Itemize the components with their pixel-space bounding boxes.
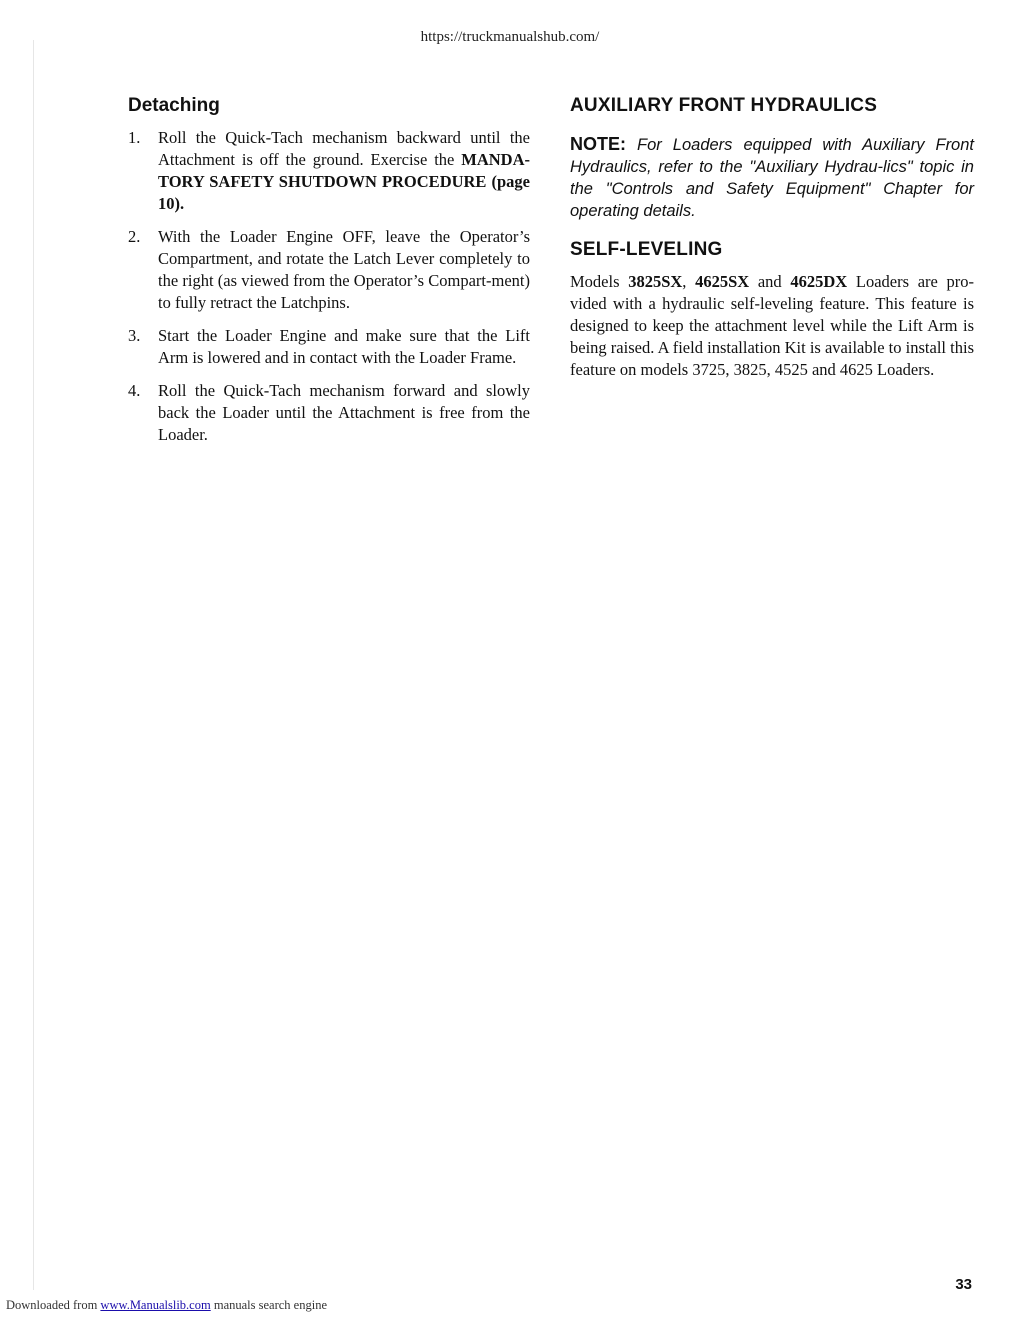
list-item — [128, 325, 530, 369]
model-4625dx: 4625DX — [790, 271, 848, 291]
self-leveling-paragraph — [570, 271, 974, 381]
detaching-heading: Detaching — [128, 95, 220, 116]
step-text: Start the Loader Engine and make sure that the Lift Arm is lowered and in contact with the Loader Frame. — [158, 326, 530, 367]
aux-note — [570, 133, 974, 222]
detaching-steps-list — [128, 127, 530, 446]
model-4625sx: 4625SX — [695, 271, 750, 291]
step-1-text: Roll the Quick-Tach mechanism backward until the Attachment is off the ground. Exercise the — [158, 128, 530, 169]
footer-suffix: manuals search engine — [210, 1298, 327, 1312]
note-text: For Loaders equipped with Auxiliary Front Hydraulics, refer to the "Auxiliary Hydrau-lics" topic in the "Controls and Safety Equipment" Chapter for operating details. — [570, 136, 974, 220]
step-text: Roll the Quick-Tach mechanism forward and slowly back the Loader until the Attachment is free from the Loader. — [158, 381, 530, 444]
step-number: 2. — [128, 227, 141, 246]
aux-hydraulics-heading: AUXILIARY FRONT HYDRAULICS — [570, 95, 878, 116]
footer-prefix: Downloaded from — [6, 1298, 101, 1312]
footer — [6, 1298, 327, 1313]
binding-edge-line — [33, 40, 34, 1290]
right-column — [570, 95, 974, 381]
list-item — [128, 127, 530, 215]
list-item — [128, 226, 530, 314]
list-item — [128, 380, 530, 446]
manualslib-link[interactable]: www.Manualslib.com — [100, 1298, 211, 1312]
step-1-bold-text: MANDA-TORY SAFETY SHUTDOWN PROCEDURE (page 10). — [158, 150, 530, 213]
self-leveling-heading: SELF-LEVELING — [570, 238, 723, 260]
page-number: 33 — [955, 1276, 972, 1293]
separator-and: and — [749, 271, 791, 291]
note-label: NOTE: — [570, 134, 626, 154]
detaching-section — [128, 95, 530, 457]
step-number: 4. — [128, 381, 141, 400]
para-rest: Loaders are pro-vided with a hydraulic self-leveling feature. This feature is designed to keep the attachment level while the Lift Arm is being raised. A field installation Kit is available to install this feature on models 3725, 3825, 4525 and 4625 Loaders. — [570, 271, 975, 379]
separator-comma: , — [682, 271, 696, 291]
model-3825sx: 3825SX — [628, 271, 683, 291]
step-text: With the Loader Engine OFF, leave the Operator’s Compartment, and rotate the Latch Lever completely to the right (as viewed from the Operator’s Compart-ment) to fully retract the Latchpins. — [158, 227, 530, 312]
step-number: 1. — [128, 128, 141, 147]
header-url: https://truckmanualshub.com/ — [420, 29, 600, 45]
step-text — [158, 127, 530, 215]
para-intro: Models — [570, 271, 629, 291]
step-number: 3. — [128, 326, 141, 345]
